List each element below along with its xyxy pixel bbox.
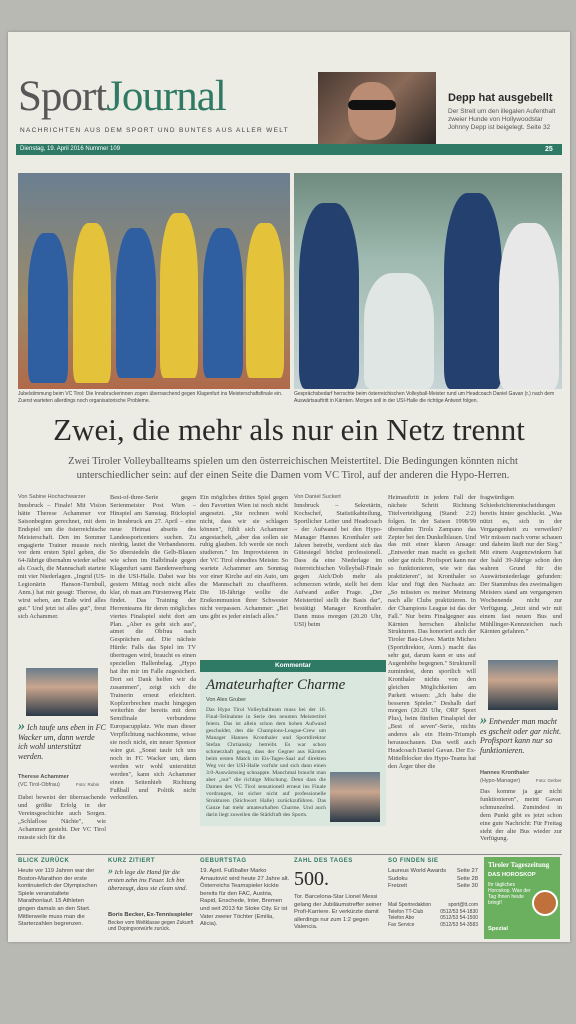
kurz-zitiert-quote-text: Ich lege die Hand für die ersten zehn ins Feuer. Ich bin überzeugt, dass sie clean sind. xyxy=(108,869,188,892)
kommentar-label: Kommentar xyxy=(274,662,312,669)
article-column-6: fragwürdigen Schiedsrichterentscheidungen bereits hinter geschluckt. „Was nützt es, sich in der Vergangenheit zu verweilen? Wir müssen nach vorne schauen und daheim läuft nur der Sieg." Mit einem Augenzwinkern hat der bald 39-Jährige schon den wahren Grund für die Auswärtsniederlage gefunden: Der Stammbus des zweimaligen Meisters stand am vergangenen Wochenende nicht zur Verfügung. „Jetzt sind wir mit einem fast neuen Bus und Mühllinger-Kennzeichen nach Kärnten gefahren." xyxy=(480,494,562,636)
bottom-rule xyxy=(16,854,562,855)
teaser-face-shape xyxy=(348,82,396,140)
kommentar-text: Das Hypo Tirol Volleyballteam muss bei der 16. Final-Teilnahme in Serie den neunten Meistertitel feiern. Das ist allein schon dem hohen Aufwand geschuldet, den die Champions-League-Crew um Manager Hannes Kronthaler und Sportdirektor Stefan Chrtiansky betreibt. Es war schon schmerzhaft genug, dass der Gegner aus Kärnten beim ersten Match im Eis-Tages-Saal auf direkten Weg vor der USI-Halle vorfuhr und sich dann einen 3:0-Auswärtssieg schnappte. Manchmal braucht man aber „nur" die richtige Mischung. Denn dass die Damen des VC Tirol sensationell erneut ins Finale vordrangen, ist sicher nicht auf professionelle Strukturen (Stichwort Halle) zurückzuführen. Das Ganze hat mehr amateurhaften Charme. Und auch darin liegt zuweilen die Stärkfraft des Sports. xyxy=(206,707,326,818)
article-column-1: Innsbruck – Finale! Mit Vision hätte Therese Achammer vor Saisonbeginn gerechnet, mit dem Endspiel um die österreichische Meisterschaft. Den im Sommer engagierte Trainer musste noch vor dem ersten Spiel gehen, die 64-Jährige übernahm wieder selbst als Coach, die Mannschaft startete mit vier Niederlagen. „Ingrid (US-Legionärin Hanson-Turnbull, Anm.) hat mir gesagt: Therese, du wirst sehen, am Ende wird alles gut." Und jetzt ist alles gut", freut sich Achammer. xyxy=(18,502,106,620)
zahl-des-tages-value: 500. xyxy=(294,868,329,890)
photo-right-caption: Gesprächsbedarf herrschte beim österreichischen Volleyball-Meister rund um Headcoach Daniel Gavan (r.) nach dem Auswärtsauftritt in Kärnten. Morgen soll in der USI-Halle die richtige Antwort folgen. xyxy=(294,391,555,404)
masthead-tagline: NACHRICHTEN AUS DEM SPORT UND BUNTES AUS ALLER WELT xyxy=(20,127,289,134)
quote-left xyxy=(18,719,106,761)
finden-item[interactable]: Freizeit Seite 30 xyxy=(388,883,478,890)
article-column-6b: Das komme ja gar nicht funktionieren", meint Gavan schmunzelnd. Zumindest in dem Punkt gibt es jetzt schon eine gute Nachricht: Für Freitag steht der alte Bus wieder zur Verfügung. xyxy=(480,788,562,843)
finden-item[interactable]: Laureus World Awards Seite 27 xyxy=(388,868,478,874)
quote-mark-icon: » xyxy=(18,719,25,734)
finden-item[interactable]: Sudoku Seite 28 xyxy=(388,875,478,882)
quote-left-text: Ich taufe uns eben in FC Wacker um, dann werde ich wohl unterstützt werden. xyxy=(18,723,106,761)
photo-hannes-kronthaler xyxy=(488,660,558,710)
quote-right-role: (Hypo-Manager) xyxy=(480,778,521,784)
kommentar-title: Amateurhafter Charme xyxy=(206,677,346,693)
contact-item: Mail Sportredaktion sport@tt.com xyxy=(388,902,478,908)
quote-mark-icon: » xyxy=(108,866,113,877)
zahl-des-tages-heading: ZAHL DES TAGES xyxy=(294,858,353,864)
ad-body: Ihr tägliches Horoskop. Was der Tag Ihnen heute bringt! xyxy=(488,882,531,906)
quote-right-name: Hannes Kronthaler xyxy=(480,770,530,776)
contact-list xyxy=(388,902,478,928)
photo-therese-achammer xyxy=(26,668,98,716)
kurz-zitiert-quote xyxy=(108,868,196,893)
quote-right-text: Entweder man macht es gscheit oder gar nicht. Profisport kann nur so funktionieren. xyxy=(480,717,562,755)
kurz-zitiert-note: Becker vom Weltklasse gegen Zukunft und Dopingvorwürfe zurück. xyxy=(108,920,194,932)
ad-subtitle: DAS HOROSKOP xyxy=(488,872,536,878)
zahl-des-tages-text: Tor. Barcelona-Star Lionel Messi gelang der Jubiläumstreffer seiner Profi-Karriere. Er verkürzte damit allerdings nur zum 1:2 gegen Valencia. xyxy=(294,894,382,931)
masthead-word-sport: Sport xyxy=(18,73,107,120)
so-finden-sie-list xyxy=(388,868,478,891)
newspaper-page xyxy=(8,32,570,942)
quote-left-credit: Foto: Rubin xyxy=(76,782,100,787)
kommentar-author-photo xyxy=(330,772,380,822)
photo-women-team xyxy=(18,173,290,389)
geburtstag-text: 19. April. Fußballer Marko Arnautović wird heute 27 Jahre alt. Österreichs Teamspieler kickte bereits für den FAC, Austria, Rapid, Enschede, Inter, Bremen und seit 2013 für Stoke City. Er ist Vater zweier Töchter (Emilia, Alicia). xyxy=(200,868,290,928)
page-number: 25 xyxy=(545,146,553,153)
contact-item: Telefon TT-Club 0512/53 54-1830 xyxy=(388,908,478,915)
article-column-2: Best-of-three-Serie gegen Serienmeister Post Wien – Hinspiel am Samstag. Rückspiel in Innsbruck am 27. April – eine neue Heimat abseits des Landessportcenters suchen. Zu niedrig, lautet die Verbandsnorm. So übersiedeln die Gelb-Blauen wie schon im Halbfinale gegen Klagenfurt samt Bandenwerbung in die USI-Halle. Dabei war bis gestern Mittag noch nicht alles klar, ob man am Fürstenweg Platz findet. Das Training der Herrenteams für deren mögliches viertes Finalspiel steht dort am Plan. „Aber es geht sich aus", atmet die Obfrau nach Gesprächen auf. Die nächste Hürde: Falls das Spiel im TV übertragen wird, braucht es einen speziellen Hallenbelag. „Hypo hat ihn mir im Falle zugesichert. Dort sei Dank helfen wir da zusammen", zeigt sich die Trainerin erneut erleichtert. Kopfzerbrechen macht hingegen weiterhin der bereits mit dem Semifinale verbundene Europacupplatz. Wie man dieser Verpflichtung nachkomme, wisse sie noch nicht, ein neuer Sponsor wäre gut. „Sonst taufe ich uns noch in FC Wacker um, dann werden wir wohl unterstützt werden", kann sich Achammer einen Seitenhieb Richtung Fußball und Politik nicht verkneifen. xyxy=(110,494,196,802)
ad-sun-icon xyxy=(532,890,558,916)
byline-left: Von Sabine Hochschwarzer xyxy=(18,494,86,500)
geburtstag-heading: GEBURTSTAG xyxy=(200,858,247,864)
so-finden-sie-heading: SO FINDEN SIE xyxy=(388,858,439,864)
article-headline: Zwei, die mehr als nur ein Netz trennt xyxy=(53,412,525,447)
quote-right-credit: Foto: Gerber xyxy=(536,778,562,783)
teaser-sunglasses-shape xyxy=(348,100,396,110)
contact-item: Fax Service 0512/53 54-3583 xyxy=(388,921,478,928)
quote-left-role: (VC Tirol-Obfrau) xyxy=(18,782,60,788)
masthead-word-journal: Journal xyxy=(106,73,226,120)
kurz-zitiert-heading: KURZ ZITIERT xyxy=(108,858,155,864)
contact-item: Telefon Abo 0512/53 54-1500 xyxy=(388,915,478,921)
article-column-4: Innsbruck – Sekretärin, Kochschef, Statistikabteilung, Sportlicher Leiter und Headcoach – der Aufwand bei den Hypo-Manager Hannes Kronthaler seit Jahren betreibt, verdient sich das Gütesiegel höchst professionell. Dass da eine Niederlage im österreichischen Volleyball-Finale gegen Aich/Dob mehr als schmerzen würde, stellt bei dem Aufwand außer Frage. „Der Meistertitel stellt die Basis dar", bestätigt Manager Kronthaler. Dann muss morgen (20.20 Uhr, USI) beim xyxy=(294,502,382,628)
kommentar-author: Von Alex Gruber xyxy=(206,697,247,703)
teaser-text: Der Streit um den illegalen Aufenthalt zweier Hunde von Hollywoodstar Johnny Depp ist beigelegt. Seite 32 xyxy=(448,108,556,131)
blick-zurueck-heading: BLICK ZURÜCK xyxy=(18,858,70,864)
article-column-5: Heimauftritt in jedem Fall der nächste Schritt Richtung Titelverteidigung (Stand: 2:2) folgen. In der Saison 1998/99 übernahm Tirols Zampano das Zepter bei den Dunkelblauen. Und das mit einer klaren Ansage: „Entweder man macht es gscheit oder gar nicht. Profisport kann nur so funktionieren, wie wir das praktizieren", ist Kronthaler so klar und fügt den Nachsatz an: „So müssten es meiner Meinung nach alle Clubs praktizieren. In der Champions League ist das der Fall." Nur beim Finalgegner aus Kärnten herrschen ähnliche Strukturen. Das honoriert auch der Tiroler Bau-Löwe. Martin Micheu (Sportdirektor, Anm.) macht das sehr gut, darum kann er uns auf Augenhöhe begegnen." Strukturell zumindest, denn sportlich will Kronthaler nichts von den gleichen Möglichkeiten am Parkett wissen: „Ich habe die besseren Spieler." Deshalb darf morgen (20.20 Uhr, ORF Sport Plus), beim fünften Finalspiel der „Best of seven"-Serie, nichts anderes als ein Heim-Triumph herausschauen. Das weiß auch Headcoach Daniel Gavan. Der Ex-Mittelblocker des Hypo-Teams hat den Ärger über die xyxy=(388,494,476,770)
masthead-title xyxy=(18,72,226,121)
ad-cta[interactable]: Spezial xyxy=(488,926,508,932)
quote-mark-icon: » xyxy=(480,713,487,728)
byline-right: Von Daniel Suckert xyxy=(294,494,341,500)
article-column-3: Ein mögliches drittes Spiel gegen den Favoriten Wien ist noch nicht angesetzt. „Sie rechnen wohl nicht, dass wir sie schlagen können", fühlt sich Achammer angestachelt, „aber das sollen sie ruhig glauben. Ich werde sie noch studieren." Im Improvisieren in der VC Tirol ohnedies Meister. So wartete Achammer am Sonntag vor einer Kirche auf ein Auto, um die Mannschaft zu chauffieren. Die 18-Jährige wollte die Erstkommunion ihrer Schwester nicht verpassen. Achammer: „Bei uns gibt es jeder einfach alles." xyxy=(200,494,288,620)
ad-logo: Tiroler Tageszeitung xyxy=(488,861,550,869)
article-subhead: Zwei Tiroler Volleyballteams spielen um den österreichischen Meistertitel. Die Bedingungen könnten nicht unterschiedlicher sein: auf der einen Seite die Damen vom VC Tirol, auf der anderen die Hypo-Herren. xyxy=(68,456,518,481)
blick-zurueck-text: Heute vor 119 Jahren war der Boston-Marathon der erste kontinuierlich der Olympischen Spiele veranstaltete Marathonlauf. 15 Athleten gingen damals an den Start. Mittlerweile muss man die Starterzahlen begrenzen. xyxy=(18,868,97,928)
kurz-zitiert-name: Boris Becker, Ex-Tennisspieler xyxy=(108,912,193,918)
photo-left-caption: Jubelstimmung beim VC Tirol: Die Innsbruckerinnen zogen überraschend gegen Klagenfurt ins Meisterschaftsfinale ein. Zuerst warteten allerdings noch organisatorische Probleme. xyxy=(18,391,283,404)
teaser-headline: Depp hat ausgebellt xyxy=(448,92,553,104)
quote-left-name: Therese Achammer xyxy=(18,774,69,780)
article-column-1b: Dabei beweist der überraschende und größte Erfolg in der Vereinsgeschichte auch Sorgen. „Schlaflose Nächte", wie Achammer gesteht. Der VC Tirol musste sich für die xyxy=(18,794,106,841)
photo-men-team xyxy=(294,173,562,389)
issue-date: Dienstag, 19. April 2016 Nummer 109 xyxy=(20,146,121,152)
teaser-photo xyxy=(318,72,436,144)
quote-right xyxy=(480,713,562,755)
